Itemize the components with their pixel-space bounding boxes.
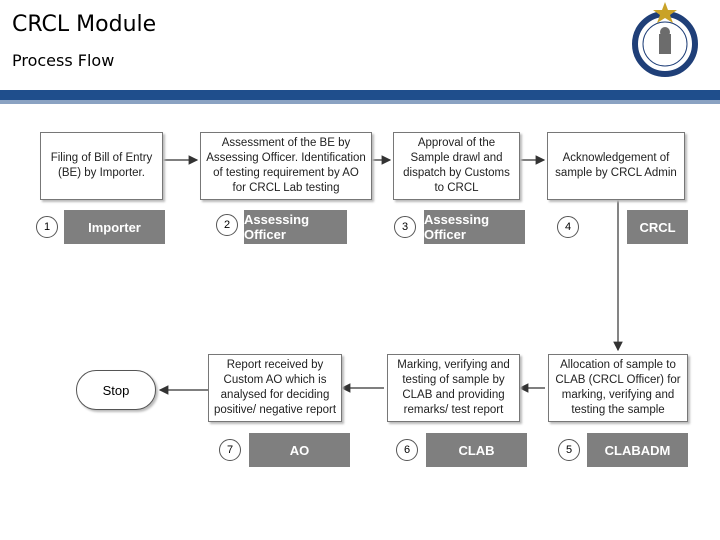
step-1-box: Filing of Bill of Entry (BE) by Importer. xyxy=(40,132,163,200)
step-7-box: Report received by Custom AO which is analysed for deciding positive/ negative report xyxy=(208,354,342,422)
step-3-box: Approval of the Sample drawl and dispatch by Customs to CRCL xyxy=(393,132,520,200)
step-7-actor: AO xyxy=(249,433,350,467)
step-2-box: Assessment of the BE by Assessing Officer. Identification of testing requirement by AO for CRCL Lab testing xyxy=(200,132,372,200)
step-6-number: 6 xyxy=(396,439,418,461)
page-subtitle: Process Flow xyxy=(12,51,115,70)
header-bar xyxy=(0,90,720,104)
step-6-box: Marking, verifying and testing of sample by CLAB and providing remarks/ test report xyxy=(387,354,520,422)
step-4-number: 4 xyxy=(557,216,579,238)
step-5-actor: CLABADM xyxy=(587,433,688,467)
step-5-number: 5 xyxy=(558,439,580,461)
step-4-actor: CRCL xyxy=(627,210,688,244)
step-7-number: 7 xyxy=(219,439,241,461)
step-3-actor: Assessing Officer xyxy=(424,210,525,244)
step-5-box: Allocation of sample to CLAB (CRCL Officer) for marking, verifying and testing the sample xyxy=(548,354,688,422)
step-6-actor: CLAB xyxy=(426,433,527,467)
stop-terminal: Stop xyxy=(76,370,156,410)
step-1-number: 1 xyxy=(36,216,58,238)
step-2-number: 2 xyxy=(216,214,238,236)
step-2-actor: Assessing Officer xyxy=(244,210,347,244)
step-3-number: 3 xyxy=(394,216,416,238)
page-title: CRCL Module xyxy=(12,12,157,37)
step-4-box: Acknowledgement of sample by CRCL Admin xyxy=(547,132,685,200)
step-1-actor: Importer xyxy=(64,210,165,244)
emblem-logo-icon xyxy=(627,0,703,82)
